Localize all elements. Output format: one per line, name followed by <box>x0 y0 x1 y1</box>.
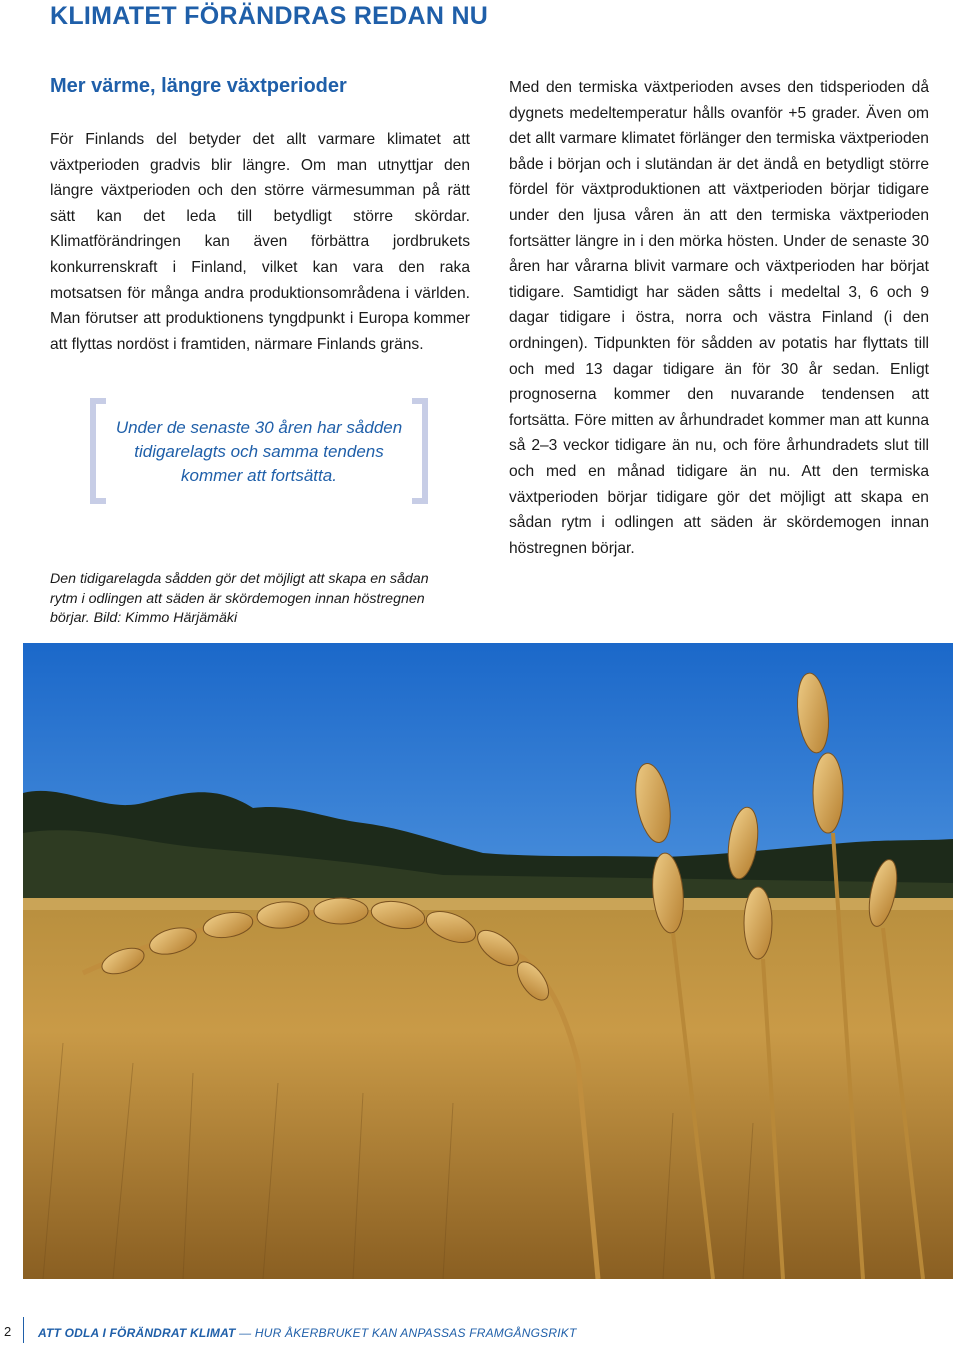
right-column <box>509 75 929 561</box>
wheat-field-photo <box>23 643 953 1279</box>
footer-divider <box>23 1317 24 1343</box>
left-column <box>50 127 470 357</box>
left-bracket-icon <box>90 398 106 504</box>
footer-separator: — <box>239 1326 252 1340</box>
footer-text <box>38 1326 576 1340</box>
page-title: KLIMATET FÖRÄNDRAS REDAN NU <box>50 2 489 30</box>
footer <box>0 1316 960 1346</box>
right-body-text: Med den termiska växtperioden avses den tidsperioden då dygnets medeltemperatur hålls ovanför +5 grader. Även om det allt varmare klimatet förlänger den termiska växtperioden både i början och i slutändan är det ändå en betydligt större fördel för växtproduktionen att växtperioden börjar tidigare under den ljusa våren än att den termiska växtperioden fortsätter längre in i den mörka hösten. Under de senaste 30 åren har vårarna blivit varmare och växtperioden har börjat tidigare. Samtidigt har säden såtts i medeltal 3, 6 och 9 dagar tidigare i östra, norra och västra Finland (i den ordningen). Tidpunkten för sådden av potatis har flyttats till och med 13 dagar tidigare än för 30 år sedan. Enligt prognoserna kommer den nuvarande tendensen att fortsätta. Före mitten av århundradet kommer man att kunna så 2–3 veckor tidigare än nu, och före århundradets slut till och med en månad tidigare än nu. Att den termiska växtperioden börjar tidigare gör det möjligt att skapa en sådan rytm i odlingen att säden är skördemogen innan höstregnen börjar. <box>509 79 929 557</box>
pull-quote <box>90 398 428 506</box>
section-heading: Mer värme, längre växtperioder <box>50 75 347 97</box>
left-body-text: För Finlands del betyder det allt varmare klimatet att växtperioden gradvis blir längre. Om man utnyttjar den längre växtperioden och den större värmesumman på rätt sätt kan det leda till betydligt större skördar. Klimatförändringen kan även förbättra jordbrukets konkurrenskraft i Finland, vilket kan vara den raka motsatsen för många andra produktionsområdena i världen. Man förutser att produktionens tyngdpunkt i Europa kommer att flyttas nordöst i framtiden, närmare Finlands gräns. <box>50 131 470 353</box>
pull-quote-text: Under de senaste 30 åren har sådden tidigarelagts och samma tendens kommer att fortsätta. <box>115 418 403 485</box>
publication-subtitle: HUR ÅKERBRUKET KAN ANPASSAS FRAMGÅNGSRIKT <box>254 1326 577 1340</box>
publication-title: ATT ODLA I FÖRÄNDRAT KLIMAT <box>38 1326 236 1340</box>
page-number: 2 <box>4 1324 12 1339</box>
right-bracket-icon <box>412 398 428 504</box>
photo-caption: Den tidigarelagda sådden gör det möjligt att skapa en sådan rytm i odlingen att säden är skördemogen innan höstregnen börjar. Bild: Kimmo Härjämäki <box>50 571 429 626</box>
